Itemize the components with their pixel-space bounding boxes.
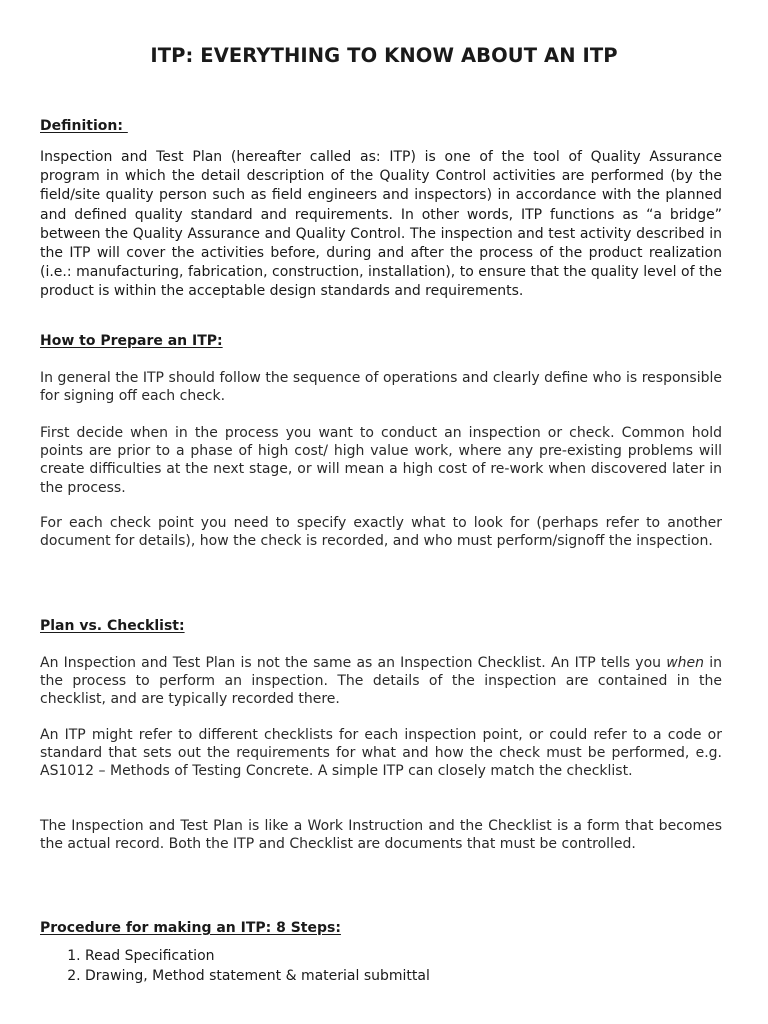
plan-vs-checklist-paragraph-3: The Inspection and Test Plan is like a Work Instruction and the Checklist is a form that becomes the actual record. Both the ITP and Checklist are documents that must be controlled. <box>40 818 722 853</box>
paragraph-text: in the process to perform an inspection. The details of the inspection are contained in the checklist, and are typically recorded there. <box>40 655 722 708</box>
prepare-paragraph-3: For each check point you need to specify exactly what to look for (perhaps refer to another document for details), how the check is recorded, and who must perform/signoff the inspection. <box>40 515 722 550</box>
plan-vs-checklist-paragraph-2: An ITP might refer to different checklists for each inspection point, or could refer to a code or standard that sets out the requirements for what and how the check must be performed, e.g. AS1012 – Methods of Testing Concrete. A simple ITP can closely match the checklist. <box>40 727 722 780</box>
definition-heading: Definition: <box>40 118 128 134</box>
procedure-heading: Procedure for making an ITP: 8 Steps: <box>40 920 341 936</box>
plan-vs-checklist-heading: Plan vs. Checklist: <box>40 618 185 634</box>
procedure-steps-list <box>40 947 430 986</box>
document-title: ITP: EVERYTHING TO KNOW ABOUT AN ITP <box>150 44 618 67</box>
procedure-step: 2. Drawing, Method statement & material submittal <box>85 967 430 987</box>
prepare-paragraph-1: In general the ITP should follow the sequence of operations and clearly define who is responsible for signing off each check. <box>40 370 722 405</box>
prepare-paragraph-2: First decide when in the process you want to conduct an inspection or check. Common hold points are prior to a phase of high cost/ high value work, where any pre-existing problems will create difficulties at the next stage, or will mean a high cost of re-work when discovered later in the process. <box>40 425 722 496</box>
plan-vs-checklist-paragraph-1 <box>40 654 722 709</box>
procedure-step: 1. Read Specification <box>85 947 430 967</box>
definition-paragraph: Inspection and Test Plan (hereafter called as: ITP) is one of the tool of Quality Assurance program in which the detail description of the Quality Control activities are performed (by the field/site quality person such as field engineers and inspectors) in accordance with the planned and defined quality standard and requirements. In other words, ITP functions as “a bridge” between the Quality Assurance and Quality Control. The inspection and test activity described in the ITP will cover the activities before, during and after the process of the product realization (i.e.: manufacturing, fabrication, construction, installation), to ensure that the quality level of the product is within the acceptable design standards and requirements. <box>40 149 722 300</box>
paragraph-text: An Inspection and Test Plan is not the same as an Inspection Checklist. An ITP tells you <box>40 655 667 671</box>
prepare-heading: How to Prepare an ITP: <box>40 333 223 349</box>
emphasis-when: when <box>666 655 705 671</box>
